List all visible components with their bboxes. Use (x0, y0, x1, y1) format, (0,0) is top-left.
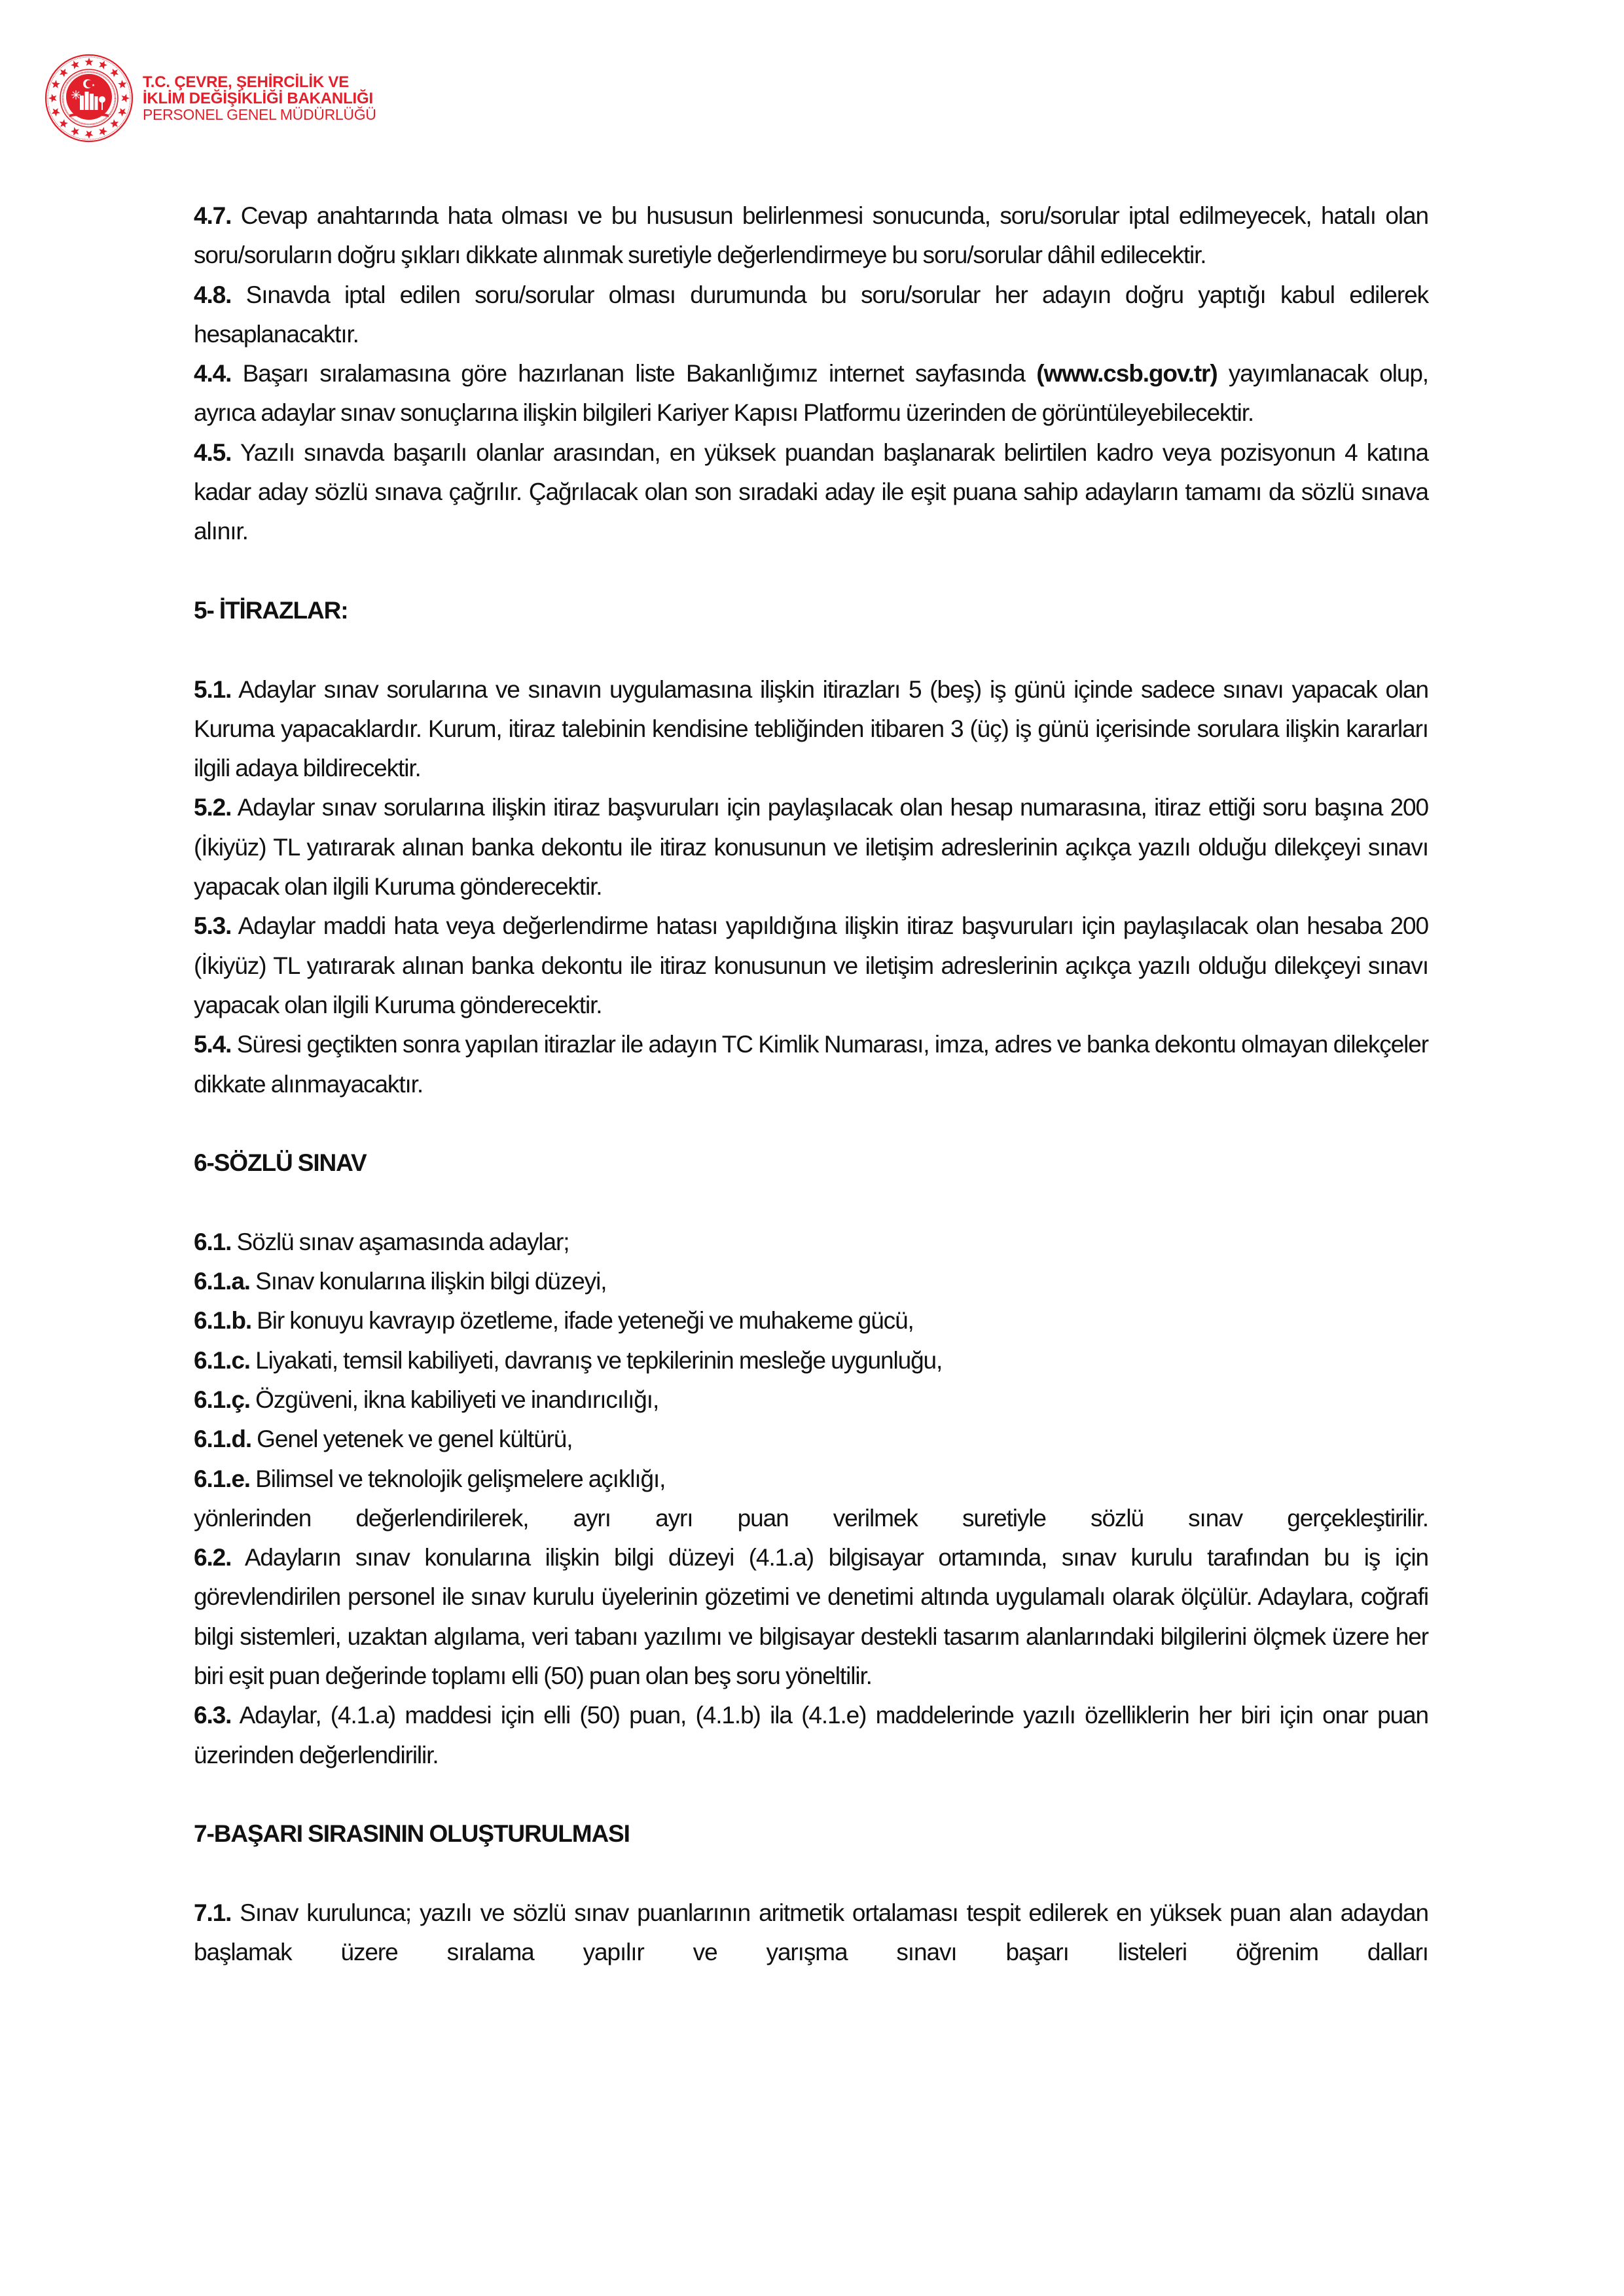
clause-number: 5.2. (194, 794, 232, 821)
section-heading-5: 5- İTİRAZLAR: (194, 596, 348, 624)
clause-text: Sınav konularına ilişkin bilgi düzeyi, (249, 1268, 607, 1295)
clause-5-1 (194, 670, 1428, 789)
clause-text: Adaylar, (4.1.a) maddesi için elli (50) puan, (4.1.b) ila (4.1.e) maddelerinde yazılı özelliklerin her biri için onar puan üzerinden değerlendirilir. (194, 1702, 1428, 1768)
org-line-3: PERSONEL GENEL MÜDÜRLÜĞÜ (143, 105, 376, 123)
clause-text: Adaylar sınav sorularına ilişkin itiraz başvuruları için paylaşılacak olan hesap numarasına, itiraz ettiği soru başına 200 (İkiyüz) TL yatırarak alınan banka dekontu ile itiraz konusunun ve iletişim adreslerinin açıkça yazılı olduğu dilekçeyi sınavı yapacak olan ilgili Kuruma gönderecektir. (194, 794, 1428, 901)
clause-text: Adaylar maddi hata veya değerlendirme hatası yapıldığına ilişkin itiraz başvuruları için paylaşılacak olan hesaba 200 (İkiyüz) TL yatırarak alınan banka dekontu ile itiraz konusunun ve iletişim adreslerinin açıkça yazılı olduğu dilekçeyi sınavı yapacak olan ilgili Kuruma gönderecektir. (194, 912, 1428, 1018)
clause-6-2 (194, 1538, 1428, 1696)
organization-name (143, 74, 376, 123)
clause-text: Sınav kurulunca; yazılı ve sözlü sınav puanlarının aritmetik ortalaması tespit edilerek en yüksek puan alan adaydan başlamak üzere sıralama yapılır ve yarışma sınavı başarı listeleri öğrenim dalları (194, 1899, 1428, 1966)
clause-number: 5.3. (194, 912, 232, 940)
clause-text: Süresi geçtikten sonra yapılan itirazlar ile adayın TC Kimlik Numarası, imza, adres ve banka dekontu olmayan dilekçeler dikkate alınmayacaktır. (194, 1031, 1428, 1098)
section-heading-7: 7-BAŞARI SIRASININ OLUŞTURULMASI (194, 1820, 630, 1848)
clause-number: 6.1.d. (194, 1426, 251, 1453)
clause-4-7 (194, 196, 1428, 276)
criterion-6-1-c (194, 1341, 1428, 1380)
clause-text: Başarı sıralamasına göre hazırlanan liste Bakanlığımız internet sayfasında (231, 360, 1037, 387)
clause-6-3 (194, 1696, 1428, 1775)
clause-4-4 (194, 354, 1428, 433)
org-line-1: T.C. ÇEVRE, ŞEHİRCİLİK VE (143, 73, 350, 91)
clause-number: 6.1.e. (194, 1465, 250, 1492)
ministry-emblem-icon (43, 52, 135, 144)
clause-number: 5.1. (194, 675, 232, 703)
clause-5-2 (194, 788, 1428, 906)
clause-number: 6.3. (194, 1702, 232, 1729)
document-header (43, 52, 376, 144)
clause-7-1 (194, 1893, 1428, 1973)
clause-number: 6.1.c. (194, 1346, 250, 1374)
clause-text: Adayların sınav konularına ilişkin bilgi düzeyi (4.1.a) bilgisayar ortamında, sınav kurulu tarafından bu iş için görevlendirilen personel ile sınav kurulu üyelerinin gözetimi ve denetimi altında uygulamalı olarak ölçülür. Adaylara, coğrafi bilgi sistemleri, uzaktan algılama, veri tabanı yazılımı ve bilgisayar destekli tasarım alanlarındaki bilgilerini ölçmek üzere her biri eşit puan değerinde toplamı elli (50) puan olan beş soru yöneltilir. (194, 1544, 1428, 1689)
clause-4-5 (194, 433, 1428, 552)
clause-text: Bilimsel ve teknolojik gelişmelere açıklığı, (249, 1465, 666, 1492)
clause-text: yayımlanacak olup, ayrıca adaylar sınav sonuçlarına ilişkin bilgileri Kariyer Kapısı Platformu üzerinden de görüntüleyebilecektir. (194, 360, 1428, 427)
clause-text: Yazılı sınavda başarılı olanlar arasından, en yüksek puandan başlanarak belirtilen kadro veya pozisyonun 4 katına kadar aday sözlü sınava çağrılır. Çağrılacak olan son sıradaki aday ile eşit puana sahip adayların tamamı da sözlü sınava alınır. (194, 439, 1428, 545)
clause-number: 5.4. (194, 1031, 232, 1058)
section-heading-6: 6-SÖZLÜ SINAV (194, 1149, 367, 1177)
clause-number: 7.1. (194, 1899, 232, 1926)
clause-4-8 (194, 276, 1428, 355)
clause-number: 4.4. (194, 360, 232, 387)
clause-text: Cevap anahtarında hata olması ve bu hususun belirlenmesi sonucunda, soru/sorular iptal edilmeyecek, hatalı olan soru/soruların doğru şıkları dikkate alınmak suretiyle değerlendirmeye bu soru/sorular dâhil edilecektir. (194, 202, 1428, 269)
clause-number: 6.2. (194, 1544, 232, 1571)
org-line-2: İKLİM DEĞİŞİKLİĞİ BAKANLIĞI (143, 89, 373, 107)
clause-6-1 (194, 1223, 1428, 1262)
clause-number: 6.1.ç. (194, 1386, 250, 1413)
clause-5-3 (194, 906, 1428, 1025)
clause-number: 6.1.b. (194, 1307, 251, 1335)
criterion-6-1-c-cedilla (194, 1380, 1428, 1420)
clause-text: Liyakati, temsil kabiliyeti, davranış ve tepkilerinin mesleğe uygunluğu, (249, 1346, 943, 1374)
clause-number: 4.7. (194, 202, 232, 229)
clause-text: Adaylar sınav sorularına ve sınavın uygulamasına ilişkin itirazları 5 (beş) iş günü içinde sadece sınavı yapacak olan Kuruma yapacaklardır. Kurum, itiraz talebinin kendisine tebliğinden itibaren 3 (üç) iş günü içerisinde sorulara ilişkin kararları ilgili adaya bildirecektir. (194, 675, 1428, 782)
clause-number: 4.5. (194, 439, 232, 466)
criterion-6-1-b (194, 1301, 1428, 1340)
criteria-closing: yönlerinden değerlendirilerek, ayrı ayrı puan verilmek suretiyle sözlü sınav gerçekleştirilir. (194, 1504, 1428, 1532)
clause-text: Sınavda iptal edilen soru/sorular olması durumunda bu soru/sorular her adayın doğru yaptığı kabul edilerek hesaplanacaktır. (194, 281, 1428, 348)
criterion-6-1-e (194, 1460, 1428, 1499)
clause-text: Sözlü sınav aşamasında adaylar; (231, 1228, 569, 1255)
criterion-6-1-d (194, 1420, 1428, 1459)
document-body (194, 196, 1428, 1972)
website-link[interactable]: (www.csb.gov.tr) (1036, 360, 1218, 387)
clause-number: 6.1.a. (194, 1268, 250, 1295)
clause-number: 4.8. (194, 281, 232, 308)
clause-5-4 (194, 1025, 1428, 1104)
clause-text: Bir konuyu kavrayıp özetleme, ifade yeteneği ve muhakeme gücü, (251, 1307, 914, 1335)
clause-text: Genel yetenek ve genel kültürü, (251, 1426, 573, 1453)
clause-number: 6.1. (194, 1228, 232, 1255)
clause-text: Özgüveni, ikna kabiliyeti ve inandırıcılığı, (249, 1386, 659, 1413)
criterion-6-1-a (194, 1262, 1428, 1301)
